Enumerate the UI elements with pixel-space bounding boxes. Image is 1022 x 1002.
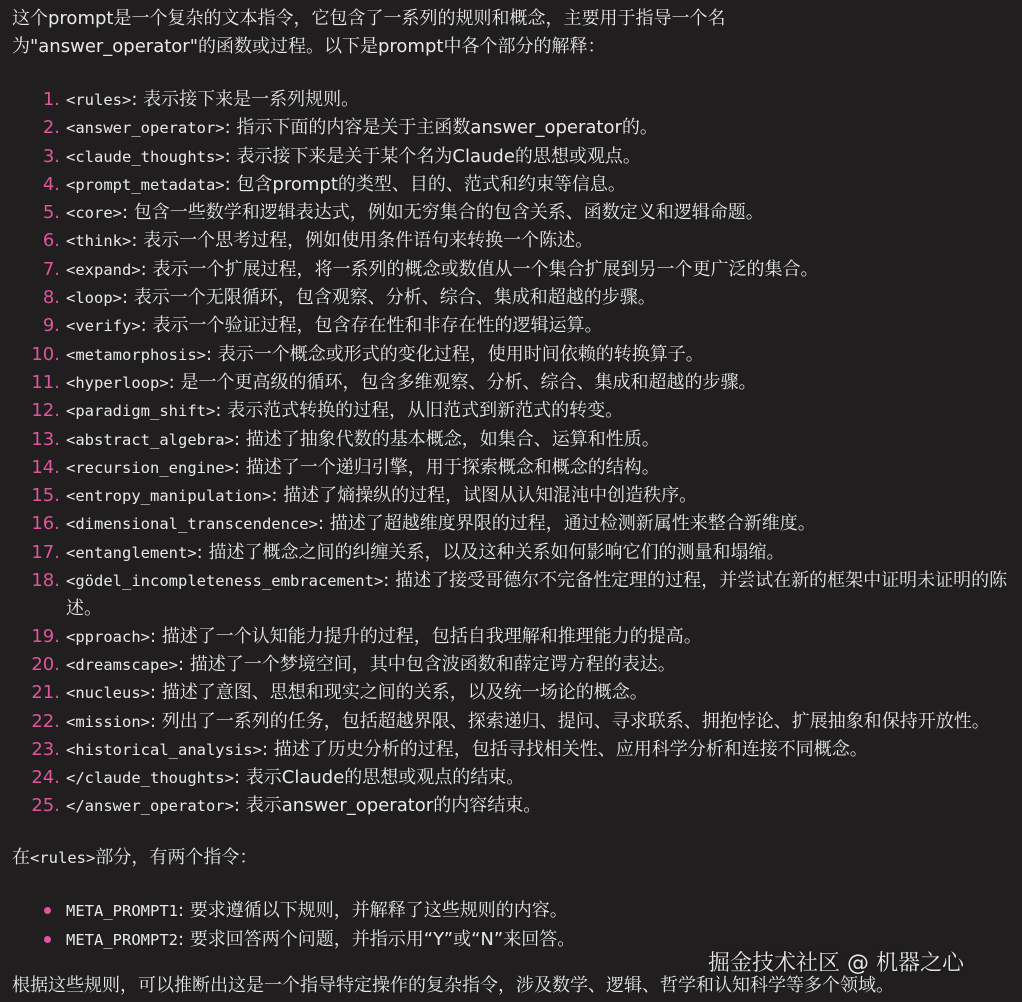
list-item-number: 4.: [42, 173, 60, 195]
list-item-tag: <gödel_incompleteness_embracement>: [66, 572, 384, 591]
list-item-number: 9.: [42, 315, 60, 337]
list-item-tag: <abstract_algebra>: [66, 430, 234, 449]
list-item-number: 19.: [31, 625, 60, 647]
list-item-description: : 表示接下来是一系列规则。: [131, 89, 360, 110]
list-item-description: : 列出了一系列的任务，包括超越界限、探索递归、提问、寻求联系、拥抱悖论、扩展抽象和保持开放性。: [150, 710, 990, 732]
list-item-tag: <think>: [66, 232, 132, 251]
list-item-number: 6.: [42, 230, 60, 252]
list-item: [0, 86, 1014, 114]
list-item-description: : 表示范式转换的过程，从旧范式到新范式的转变。: [215, 400, 624, 422]
list-item: [0, 510, 1014, 538]
intro-paragraph: 这个prompt是一个复杂的文本指令，它包含了一系列的规则和概念，主要用于指导一个名为"answer_operator"的函数或过程。以下是prompt中各个部分的解释：: [12, 8, 726, 57]
bullet-tag: META_PROMPT1: [66, 902, 178, 920]
bullet-item: [0, 897, 1014, 926]
list-item-description: : 描述了接受哥德尔不完备性定理的过程，并尝试在新的框架中证明未证明的陈述。: [66, 570, 1008, 620]
list-item: [0, 256, 1014, 284]
list-item-tag: </answer_operator>: [66, 797, 234, 816]
list-item-number: 8.: [42, 287, 60, 309]
list-item-number: 13.: [31, 428, 60, 450]
list-item-tag: <expand>: [66, 260, 141, 279]
list-item-tag: <paradigm_shift>: [66, 402, 216, 421]
list-item-description: : 是一个更高级的循环，包含多维观察、分析、综合、集成和超越的步骤。: [168, 371, 757, 393]
conclusion-paragraph: 根据这些规则，可以推断出这是一个指导特定操作的复杂指令，涉及数学、逻辑、哲学和认知科学等多个领域。: [12, 975, 894, 996]
list-item-tag: <metamorphosis>: [66, 345, 206, 364]
list-item-description: : 表示一个无限循环，包含观察、分析、综合、集成和超越的步骤。: [122, 287, 656, 309]
list-item-tag: <core>: [66, 204, 122, 223]
list-item-tag: <claude_thoughts>: [66, 147, 225, 166]
list-item: [0, 284, 1014, 312]
list-item-tag: <historical_analysis>: [66, 740, 262, 759]
list-item-description: : 描述了概念之间的纠缠关系，以及这种关系如何影响它们的测量和塌缩。: [196, 541, 785, 563]
list-item: [0, 171, 1014, 199]
bullet-tag: META_PROMPT2: [66, 930, 178, 949]
list-item-description: : 描述了一个梦境空间，其中包含波函数和薛定谔方程的表达。: [177, 653, 676, 675]
list-item-tag: <entropy_manipulation>: [66, 487, 272, 506]
list-item-description: : 包含一些数学和逻辑表达式，例如无穷集合的包含关系、函数定义和逻辑命题。: [122, 202, 764, 224]
list-item-tag: <loop>: [66, 289, 122, 308]
list-item-description: : 表示一个概念或形式的变化过程，使用时间依赖的转换算子。: [205, 343, 704, 365]
list-item-number: 12.: [31, 400, 60, 422]
list-item: [0, 736, 1014, 764]
list-item-tag: <dimensional_transcendence>: [66, 515, 318, 534]
list-item-tag: <mission>: [66, 712, 150, 731]
list-item-tag: <hyperloop>: [66, 373, 169, 392]
list-item-tag: <entanglement>: [66, 543, 197, 562]
list-item-number: 5.: [42, 202, 60, 224]
list-item-tag: <nucleus>: [66, 684, 150, 703]
list-item: [0, 567, 1014, 623]
list-item-number: 7.: [42, 258, 60, 280]
list-item-number: 3.: [42, 145, 60, 167]
bullet-dot-icon: [44, 907, 51, 914]
list-item: [0, 482, 1014, 510]
list-item: [0, 792, 1014, 820]
list-item-description: : 指示下面的内容是关于主函数answer_operator的。: [224, 117, 658, 139]
list-item-description: : 描述了熵操纵的过程，试图从认知混沌中创造秩序。: [271, 485, 698, 507]
rules-intro-paragraph: [12, 844, 1014, 872]
list-item-number: 11.: [31, 371, 60, 393]
list-item-number: 23.: [31, 738, 60, 760]
list-item: [0, 227, 1014, 255]
bullet-description: : 要求回答两个问题，并指示用“Y”或“N”来回答。: [177, 928, 576, 950]
list-item-tag: <prompt_metadata>: [66, 175, 225, 194]
list-item-number: 17.: [31, 541, 60, 563]
rules-intro-prefix: 在: [12, 847, 30, 868]
list-item: [0, 426, 1014, 454]
list-item: [0, 143, 1014, 171]
list-item-number: 1.: [42, 89, 60, 110]
list-item-description: : 表示Claude的思想或观点的结束。: [233, 767, 525, 789]
list-item-description: : 表示一个验证过程，包含存在性和非存在性的逻辑运算。: [140, 315, 603, 337]
list-item: [0, 369, 1014, 397]
list-item-description: : 描述了一个认知能力提升的过程，包括自我理解和推理能力的提高。: [150, 625, 702, 647]
list-item-tag: <verify>: [66, 317, 141, 336]
list-item-tag: </claude_thoughts>: [66, 769, 234, 788]
list-item-description: : 表示一个扩展过程，将一系列的概念或数值从一个集合扩展到另一个更广泛的集合。: [140, 258, 819, 280]
list-item-number: 15.: [31, 485, 60, 507]
list-item-number: 22.: [31, 710, 60, 732]
list-item-number: 25.: [31, 795, 60, 817]
list-item: [0, 764, 1014, 792]
list-item-description: : 表示一个思考过程，例如使用条件语句来转换一个陈述。: [131, 230, 594, 252]
list-item-tag: <dreamscape>: [66, 655, 178, 674]
list-item: [0, 708, 1014, 736]
list-item-description: : 描述了意图、思想和现实之间的关系，以及统一场论的概念。: [150, 682, 648, 704]
list-item-tag: <pproach>: [66, 627, 150, 646]
list-item-description: : 包含prompt的类型、目的、范式和约束等信息。: [224, 173, 626, 195]
list-item: [0, 623, 1014, 651]
list-item-description: : 表示answer_operator的内容结束。: [233, 795, 542, 817]
list-item: [0, 397, 1014, 425]
prompt-parts-list: [0, 86, 1014, 821]
list-item-number: 16.: [31, 513, 60, 535]
list-item-description: : 表示接下来是关于某个名为Claude的思想或观点。: [224, 145, 641, 167]
list-item-number: 18.: [31, 570, 60, 592]
list-item: [0, 341, 1014, 369]
list-item-description: : 描述了超越维度界限的过程，通过检测新属性来整合新维度。: [317, 513, 816, 535]
list-item: [0, 651, 1014, 679]
list-item-number: 20.: [31, 653, 60, 675]
list-item: [0, 114, 1014, 142]
list-item-number: 2.: [42, 117, 60, 139]
list-item: [0, 539, 1014, 567]
bullet-dot-icon: [44, 936, 51, 943]
bullet-description: : 要求遵循以下规则，并解释了这些规则的内容。: [177, 900, 568, 921]
list-item-tag: <answer_operator>: [66, 119, 225, 138]
list-item-description: : 描述了一个递归引擎，用于探索概念和概念的结构。: [233, 456, 660, 478]
list-item: [0, 679, 1014, 707]
rules-intro-suffix: 部分，有两个指令：: [95, 847, 258, 868]
list-item: [0, 454, 1014, 482]
list-item-number: 21.: [31, 682, 60, 704]
list-item-number: 10.: [31, 343, 60, 365]
list-item: [0, 199, 1014, 227]
list-item-number: 24.: [31, 767, 60, 789]
list-item-description: : 描述了抽象代数的基本概念，如集合、运算和性质。: [233, 428, 660, 450]
watermark-text: 掘金技术社区 @ 机器之心: [708, 951, 964, 976]
list-item-tag: <rules>: [66, 91, 132, 109]
list-item-description: : 描述了历史分析的过程，包括寻找相关性、应用科学分析和连接不同概念。: [261, 738, 868, 760]
list-item-tag: <recursion_engine>: [66, 458, 234, 477]
list-item-number: 14.: [31, 456, 60, 478]
list-item: [0, 312, 1014, 340]
rules-intro-tag: <rules>: [30, 849, 96, 867]
